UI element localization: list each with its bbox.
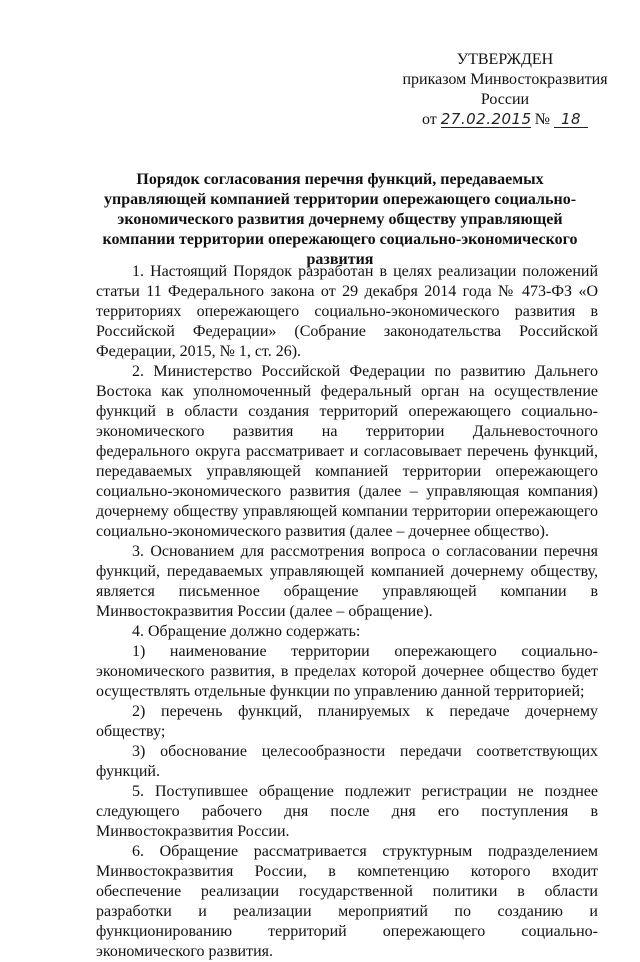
approval-heading: УТВЕРЖДЕН (456, 51, 554, 68)
paragraph-4-item-2: 2) перечень функций, планируемых к передаче дочернему обществу; (96, 703, 598, 740)
paragraph-4: 4. Обращение должно содержать: (132, 623, 361, 640)
handwritten-date: 27.02.2015 (440, 110, 532, 128)
approval-ministry-line: России (480, 91, 530, 108)
date-prefix: от (421, 111, 437, 128)
paragraph-4-item-1: 1) наименование территории опережающего социально-экономического развития, в пределах которой дочернее общество будет осуществлять отдельные функции по управлению данной территорией; (96, 643, 598, 700)
approval-order-line: приказом Минвостокразвития (402, 71, 608, 88)
document-title: Порядок согласования перечня функций, передаваемых управляющей компанией территории опережающего социально-экономического развития дочернему обществу управляющей компании территории опережающего социально-экономического развития (102, 171, 578, 268)
handwritten-number: 18 (554, 112, 588, 128)
document-body (96, 262, 598, 962)
approval-stamp (380, 50, 630, 130)
paragraph-1: 1. Настоящий Порядок разработан в целях реализации положений статьи 11 Федерального закона от 29 декабря 2014 года № 473-ФЗ «О территориях опережающего социально-экономического развития в Российской Федерации» (Собрание законодательства Российской Федерации, 2015, № 1, ст. 26). (96, 263, 598, 360)
paragraph-5: 5. Поступившее обращение подлежит регистрации не позднее следующего рабочего дня после дня его поступления в Минвостокразвития России. (96, 783, 598, 840)
paragraph-2: 2. Министерство Российской Федерации по развитию Дальнего Востока как уполномоченный федеральный орган на осуществление функций в области создания территорий опережающего социально-экономического развития на территории Дальневосточного федерального округа рассматривает и согласовывает перечень функций, передаваемых управляющей компанией территории опережающего социально-экономического развития (далее – управляющая компания) дочернему обществу управляющей компании территории опережающего социально-экономического развития (далее – дочернее общество). (96, 363, 598, 540)
paragraph-4-item-3: 3) обоснование целесообразности передачи соответствующих функций. (96, 743, 598, 780)
number-prefix: № (534, 111, 551, 128)
paragraph-6: 6. Обращение рассматривается структурным подразделением Минвостокразвития России, в компетенцию которого входит обеспечение реализации государственной политики в области разработки и реализации мероприятий по созданию и функционированию территорий опережающего социально-экономического развития. (96, 843, 598, 960)
paragraph-3: 3. Основанием для рассмотрения вопроса о согласовании перечня функций, передаваемых управляющей компанией дочернему обществу, является письменное обращение управляющей компании в Минвостокразвития России (далее – обращение). (96, 543, 598, 620)
approval-date-line (380, 110, 630, 130)
